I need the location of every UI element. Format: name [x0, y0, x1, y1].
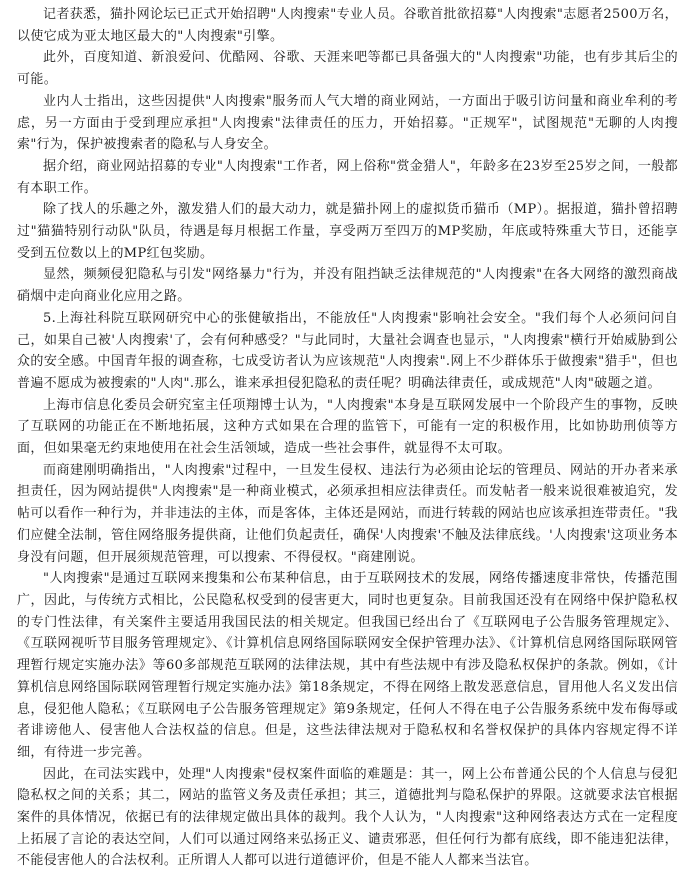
paragraph-industry-insiders: 业内人士指出，这些因提供"人肉搜索"服务而人气大增的商业网站，一方面出于吸引访问量和商业牟利的考虑，另一方面由于受到理应承担"人肉搜索"法律责任的压力，开始招募。"正规军"，试图规范"无聊的人肉搜索"行为，保护被搜索者的隐私与人身安全。	[17, 93, 678, 153]
paragraph-judicial-practice: 因此，在司法实践中，处理"人肉搜索"侵权案件面临的难题是：其一，网上公布普通公民的个人信息与侵犯隐私权之间的关系；其二，网站的监管义务及责任承担；其三，道德批判与隐私保护的界限。这就要求法官根据案件的具体情况，依据已有的法律规定做出具体的裁判。我个人认为，"人肉搜索"这种网络表达方式在一定程度上拓展了言论的表达空间，人们可以通过网络来弘扬正义、谴责邪恶，但任何行为都有底线，即不能违犯法律，不能侵害他人的合法权利。正所谓人人都可以进行道德评价，但是不能人人都来当法官。	[17, 766, 678, 869]
paragraph-xiang-xiang: 上海市信息化委员会研究室主任项翔博士认为，"人肉搜索"本身是互联网发展中一个阶段产生的事物，反映了互联网的功能正在不断地拓展，这种方式如果在合理的监管下，可能有一定的积极作用，比如协助刑侦等方面，但如果毫无约束地使用在社会生活领域，造成一些社会事件，就显得不太可取。	[17, 397, 678, 457]
paragraph-motivation: 除了找人的乐趣之外，激发猎人们的最大动力，就是猫扑网上的虚拟货币猫币（MP）。据报道，猫扑曾招聘过"猫猫特别行动队"队员，待遇是每月根据工作量，享受两万至四万的MP奖励，年底或特殊重大节日，还能享受到五位数以上的MP红包奖励。	[17, 202, 678, 261]
paragraph-bounty-hunters: 据介绍，商业网站招募的专业"人肉搜索"工作者，网上俗称"赏金猎人"，年龄多在23岁至25岁之间，一般都有本职工作。	[17, 158, 678, 196]
paragraph-recruitment: 记者获悉，猫扑网论坛已正式开始招聘"人肉搜索"专业人员。谷歌首批欲招募"人肉搜索"志愿者2500万名，以使它成为亚太地区最大的"人肉搜索"引擎。	[17, 7, 678, 44]
paragraph-other-sites: 此外，百度知道、新浪爱问、优酷网、谷歌、天涯来吧等都已具备强大的"人肉搜索"功能，也有步其后尘的可能。	[17, 50, 678, 88]
paragraph-privacy-law: "人肉搜索"是通过互联网来搜集和公布某种信息，由于互联网技术的发展，网络传播速度非常快，传播范围广，因此，与传统方式相比，公民隐私权受到的侵害更大，同时也更复杂。目前我国还没有在网络中保护隐私权的专门性法律，有关案件主要适用我国民法的相关规定。但我国已经出台了《互联网电子公告服务管理规定》、《互联网视听节目服务管理规定》、《计算机信息网络国际联网安全保护管理办法》、《计算机信息网络国际联网管理暂行规定实施办法》等60多部规范互联网的法律法规，其中有些法规中有涉及隐私权保护的条款。例如，《计算机信息网络国际联网管理暂行规定实施办法》第18条规定，不得在网络上散发恶意信息，冒用他人名义发出信息，侵犯他人隐私；《互联网电子公告服务管理规定》第9条规定，任何人不得在电子公告服务系统中发布侮辱或者诽谤他人、侵害他人合法权益的信息。但是，这些法律法规对于隐私权和名誉权保护的具体内容规定得不详细，有待进一步完善。	[17, 571, 678, 760]
paragraph-commercialization: 显然，频频侵犯隐私与引发"网络暴力"行为，并没有阻挡缺乏法律规范的"人肉搜索"在各大网络的激烈商战硝烟中走向商业化应用之路。	[17, 267, 678, 305]
paragraph-shang-jiangang: 而商建刚明确指出，"人肉搜索"过程中，一旦发生侵权、违法行为必须由论坛的管理员、网站的开办者来承担责任，因为网站提供"人肉搜索"是一种商业模式，必须承担相应法律责任。而发帖者一般来说很难被追究，发帖可以看作一种行为，并非违法的主体，而是客体，主体还是网站，而进行转载的网站也应该承担连带责任。"我们应健全法制，管住网络服务提供商，让他们负起责任，确保'人肉搜索'不触及法律底线。'人肉搜索'这项业务本身没有问题，但开展须规范管理，可以搜索、不得侵权。"商建刚说。	[17, 462, 678, 565]
paragraph-zhang-jianmin: 5.上海社科院互联网研究中心的张健敏指出，不能放任"人肉搜索"影响社会安全。"我们每个人必须问问自己，如果自己被'人肉搜索'了，会有何种感受？"与此同时，大量社会调查也显示，"人肉搜索"横行开始威胁到公众的安全感。中国青年报的调查称，七成受访者认为应该规范"人肉搜索".网上不少群体乐于做搜索"猎手"，但也普遍不愿成为被搜索的"人肉".那么，谁来承担侵犯隐私的责任呢？明确法律责任，或成规范"人肉"破题之道。	[17, 310, 678, 391]
